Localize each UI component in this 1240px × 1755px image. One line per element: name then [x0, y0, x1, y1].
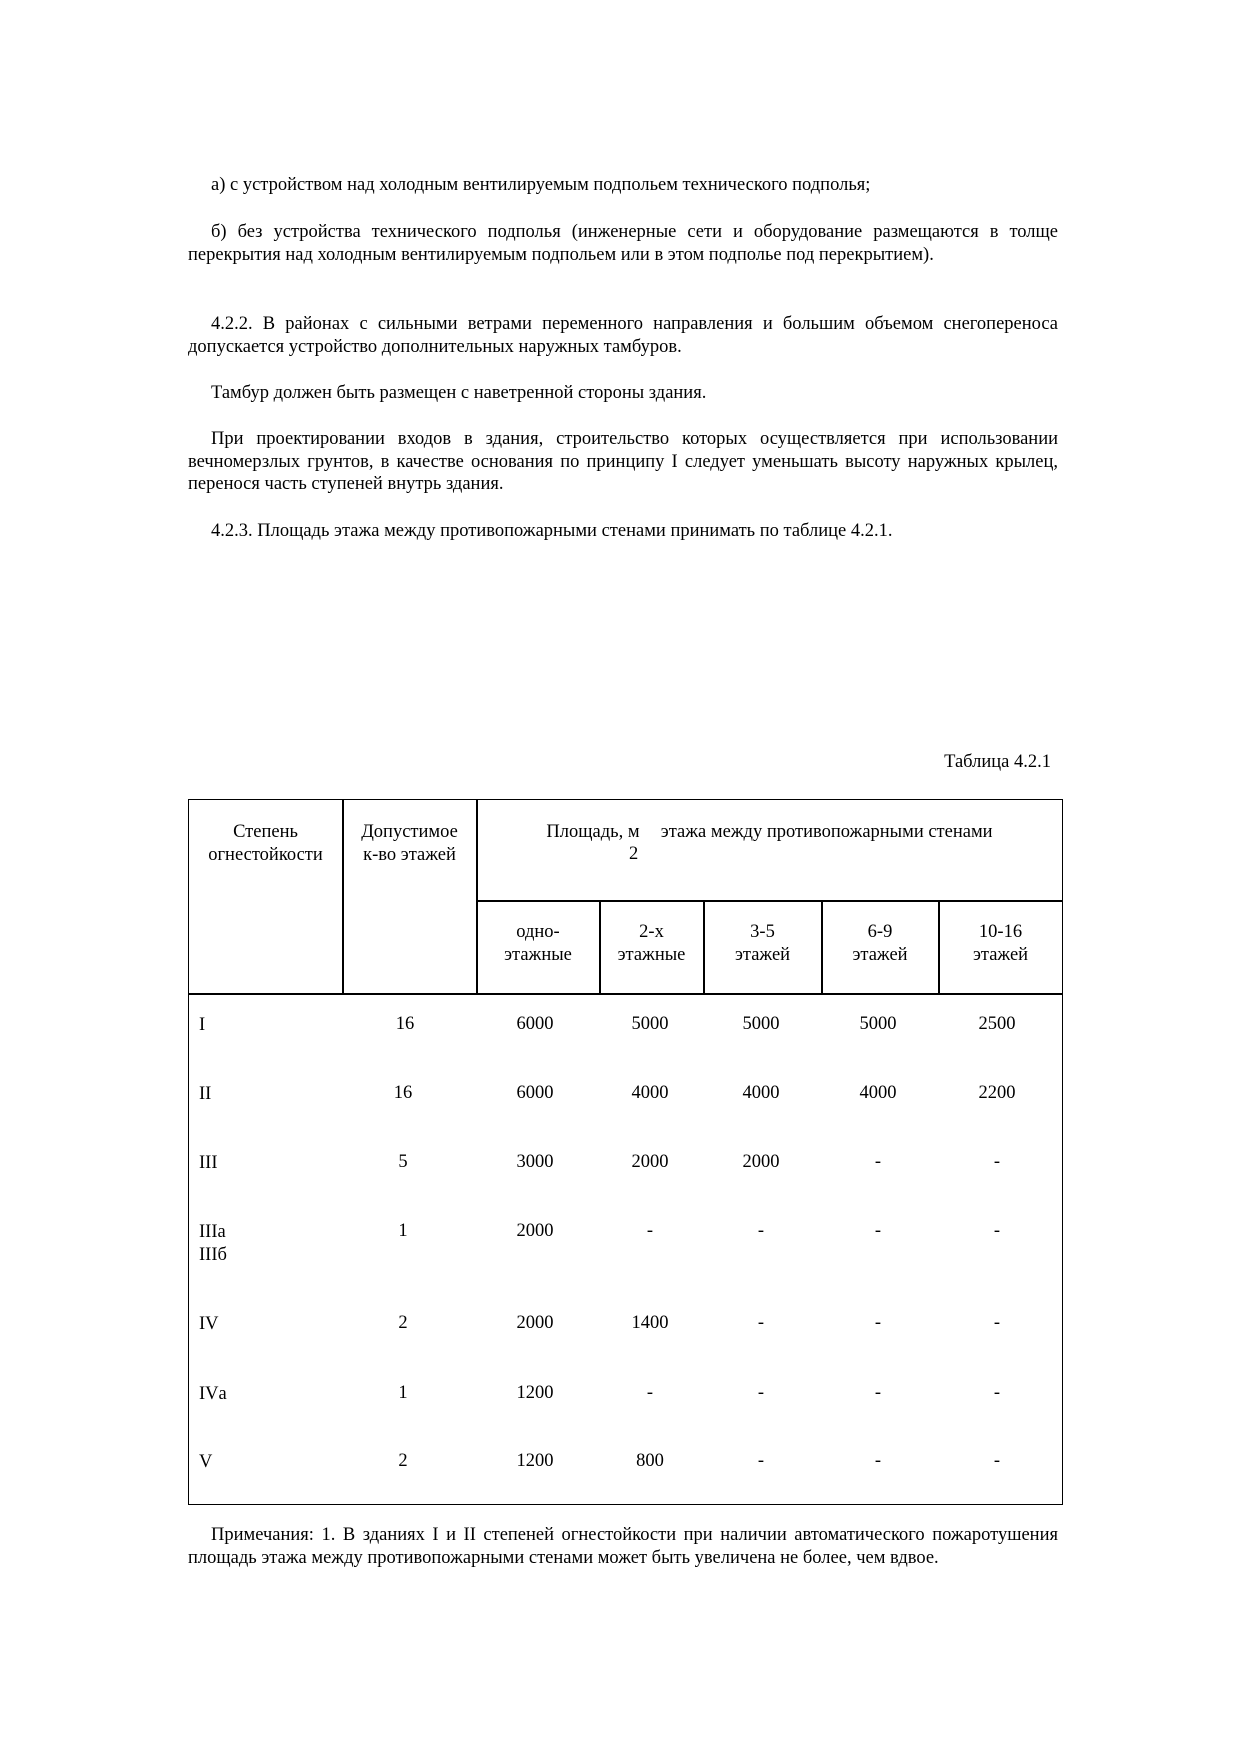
cell-value: - — [993, 1313, 1001, 1333]
table-row — [189, 1152, 1062, 1175]
cell-value: - — [646, 1383, 654, 1403]
header-text: этажные — [504, 944, 572, 965]
cell-value: 5000 — [631, 1014, 669, 1034]
cell-value: - — [993, 1221, 1001, 1241]
header-floors — [343, 821, 476, 866]
subheader-1 — [477, 921, 599, 966]
cell-value: 6000 — [516, 1083, 554, 1103]
cell-value: - — [874, 1221, 882, 1241]
table-row — [189, 1313, 1062, 1336]
cell-value: 4000 — [859, 1083, 897, 1103]
paragraph-4-2-3: 4.2.3. Площадь этажа между противопожарными стенами принимать по таблице 4.2.1. — [211, 521, 893, 541]
header-text: к-во этажей — [363, 844, 456, 865]
cell-value: 2000 — [742, 1152, 780, 1172]
header-degree — [189, 821, 342, 866]
fire-wall-area-table — [188, 799, 1063, 1505]
cell-degree: IV — [199, 1314, 219, 1334]
table-row — [189, 1451, 1062, 1474]
cell-value: 5000 — [742, 1014, 780, 1034]
table-note: Примечания: 1. В зданиях I и II степеней огнестойкости при наличии автоматического пожаротушения площадь этажа между противопожарными стенами может быть увеличена не более, чем вдвое. — [188, 1525, 1058, 1568]
cell-degree: V — [199, 1452, 213, 1472]
cell-degree: II — [199, 1084, 212, 1104]
table-caption: Таблица 4.2.1 — [944, 752, 1051, 772]
cell-value: 2000 — [516, 1221, 554, 1241]
header-text: Допустимое — [361, 822, 458, 842]
cell-value: - — [874, 1383, 882, 1403]
cell-value: - — [646, 1221, 654, 1241]
cell-value: 3000 — [516, 1152, 554, 1172]
cell-degree — [199, 1221, 227, 1266]
table-row — [189, 1221, 1062, 1267]
header-text: Степень — [233, 822, 298, 842]
subheader-4 — [822, 921, 938, 966]
unit-superscript: 2 — [629, 844, 639, 864]
cell-floors: 16 — [395, 1014, 415, 1034]
header-text: 3-5 — [750, 922, 775, 942]
header-text: этажей — [972, 944, 1029, 965]
cell-value: 5000 — [859, 1014, 897, 1034]
cell-floors: 1 — [398, 1221, 408, 1241]
cell-floors: 16 — [393, 1083, 413, 1103]
cell-value: - — [874, 1313, 882, 1333]
cell-value: - — [757, 1383, 765, 1403]
cell-degree: III — [199, 1153, 218, 1173]
cell-degree-line: IIIа — [199, 1222, 226, 1242]
header-bottom-border — [189, 993, 1062, 995]
header-text: 10-16 — [978, 922, 1023, 942]
cell-value: 6000 — [516, 1014, 554, 1034]
cell-value: 800 — [636, 1451, 664, 1471]
cell-floors: 1 — [398, 1383, 408, 1403]
paragraph-permafrost: При проектировании входов в здания, строительство которых осуществляется при использовании вечномерзлых грунтов, в качестве основания по принципу I следует уменьшать высоту наружных крылец, перенося часть ступеней внутрь здания. — [188, 429, 1058, 494]
cell-value: - — [993, 1152, 1001, 1172]
header-text: этажные — [617, 944, 686, 965]
cell-value: 1200 — [516, 1451, 554, 1471]
cell-value: 4000 — [742, 1083, 780, 1103]
paragraph-a: а) с устройством над холодным вентилируемым подпольем технического подполья; — [211, 175, 871, 195]
subheader-2 — [600, 921, 703, 966]
cell-value: 1400 — [631, 1313, 669, 1333]
cell-value: 2000 — [631, 1152, 669, 1172]
cell-value: - — [757, 1313, 765, 1333]
header-text: этажа между противопожарными стенами — [660, 822, 993, 842]
header-text: 6-9 — [867, 922, 893, 942]
cell-degree: I — [199, 1015, 206, 1035]
table-row — [189, 1083, 1062, 1106]
cell-floors: 2 — [398, 1451, 408, 1471]
subheader-3 — [704, 921, 821, 966]
cell-degree-line: IIIб — [199, 1244, 227, 1265]
header-text: этажей — [734, 944, 791, 965]
header-area-group — [477, 821, 1062, 864]
cell-value: - — [757, 1221, 765, 1241]
cell-floors: 2 — [398, 1313, 408, 1333]
header-text: огнестойкости — [208, 844, 323, 865]
subheader-5 — [939, 921, 1062, 966]
cell-value: 2500 — [978, 1014, 1016, 1034]
cell-value: - — [993, 1383, 1001, 1403]
table-row — [189, 1383, 1062, 1406]
cell-value: - — [874, 1451, 882, 1471]
cell-value: 2200 — [978, 1083, 1016, 1103]
header-text: одно- — [516, 922, 560, 942]
paragraph-b: б) без устройства технического подполья (инженерные сети и оборудование размещаются в толще перекрытия над холодным вентилируемым подпольем или в этом подполье под перекрытием). — [188, 222, 1058, 265]
cell-value: 4000 — [631, 1083, 669, 1103]
table-row — [189, 1014, 1062, 1037]
cell-floors: 5 — [398, 1152, 408, 1172]
cell-degree: IVа — [199, 1384, 227, 1404]
paragraph-4-2-2: 4.2.2. В районах с сильными ветрами переменного направления и большим объемом снегопереноса допускается устройство дополнительных наружных тамбуров. — [188, 314, 1058, 357]
header-text: этажей — [852, 944, 908, 965]
paragraph-tambur: Тамбур должен быть размещен с наветренной стороны здания. — [211, 383, 707, 403]
cell-value: - — [757, 1451, 765, 1471]
header-text: Площадь, м — [546, 822, 640, 842]
cell-value: - — [993, 1451, 1001, 1471]
cell-value: 2000 — [516, 1313, 554, 1333]
cell-value: 1200 — [516, 1383, 554, 1403]
divider — [476, 900, 1062, 902]
header-text: 2-х — [639, 922, 664, 942]
cell-value: - — [874, 1152, 882, 1172]
